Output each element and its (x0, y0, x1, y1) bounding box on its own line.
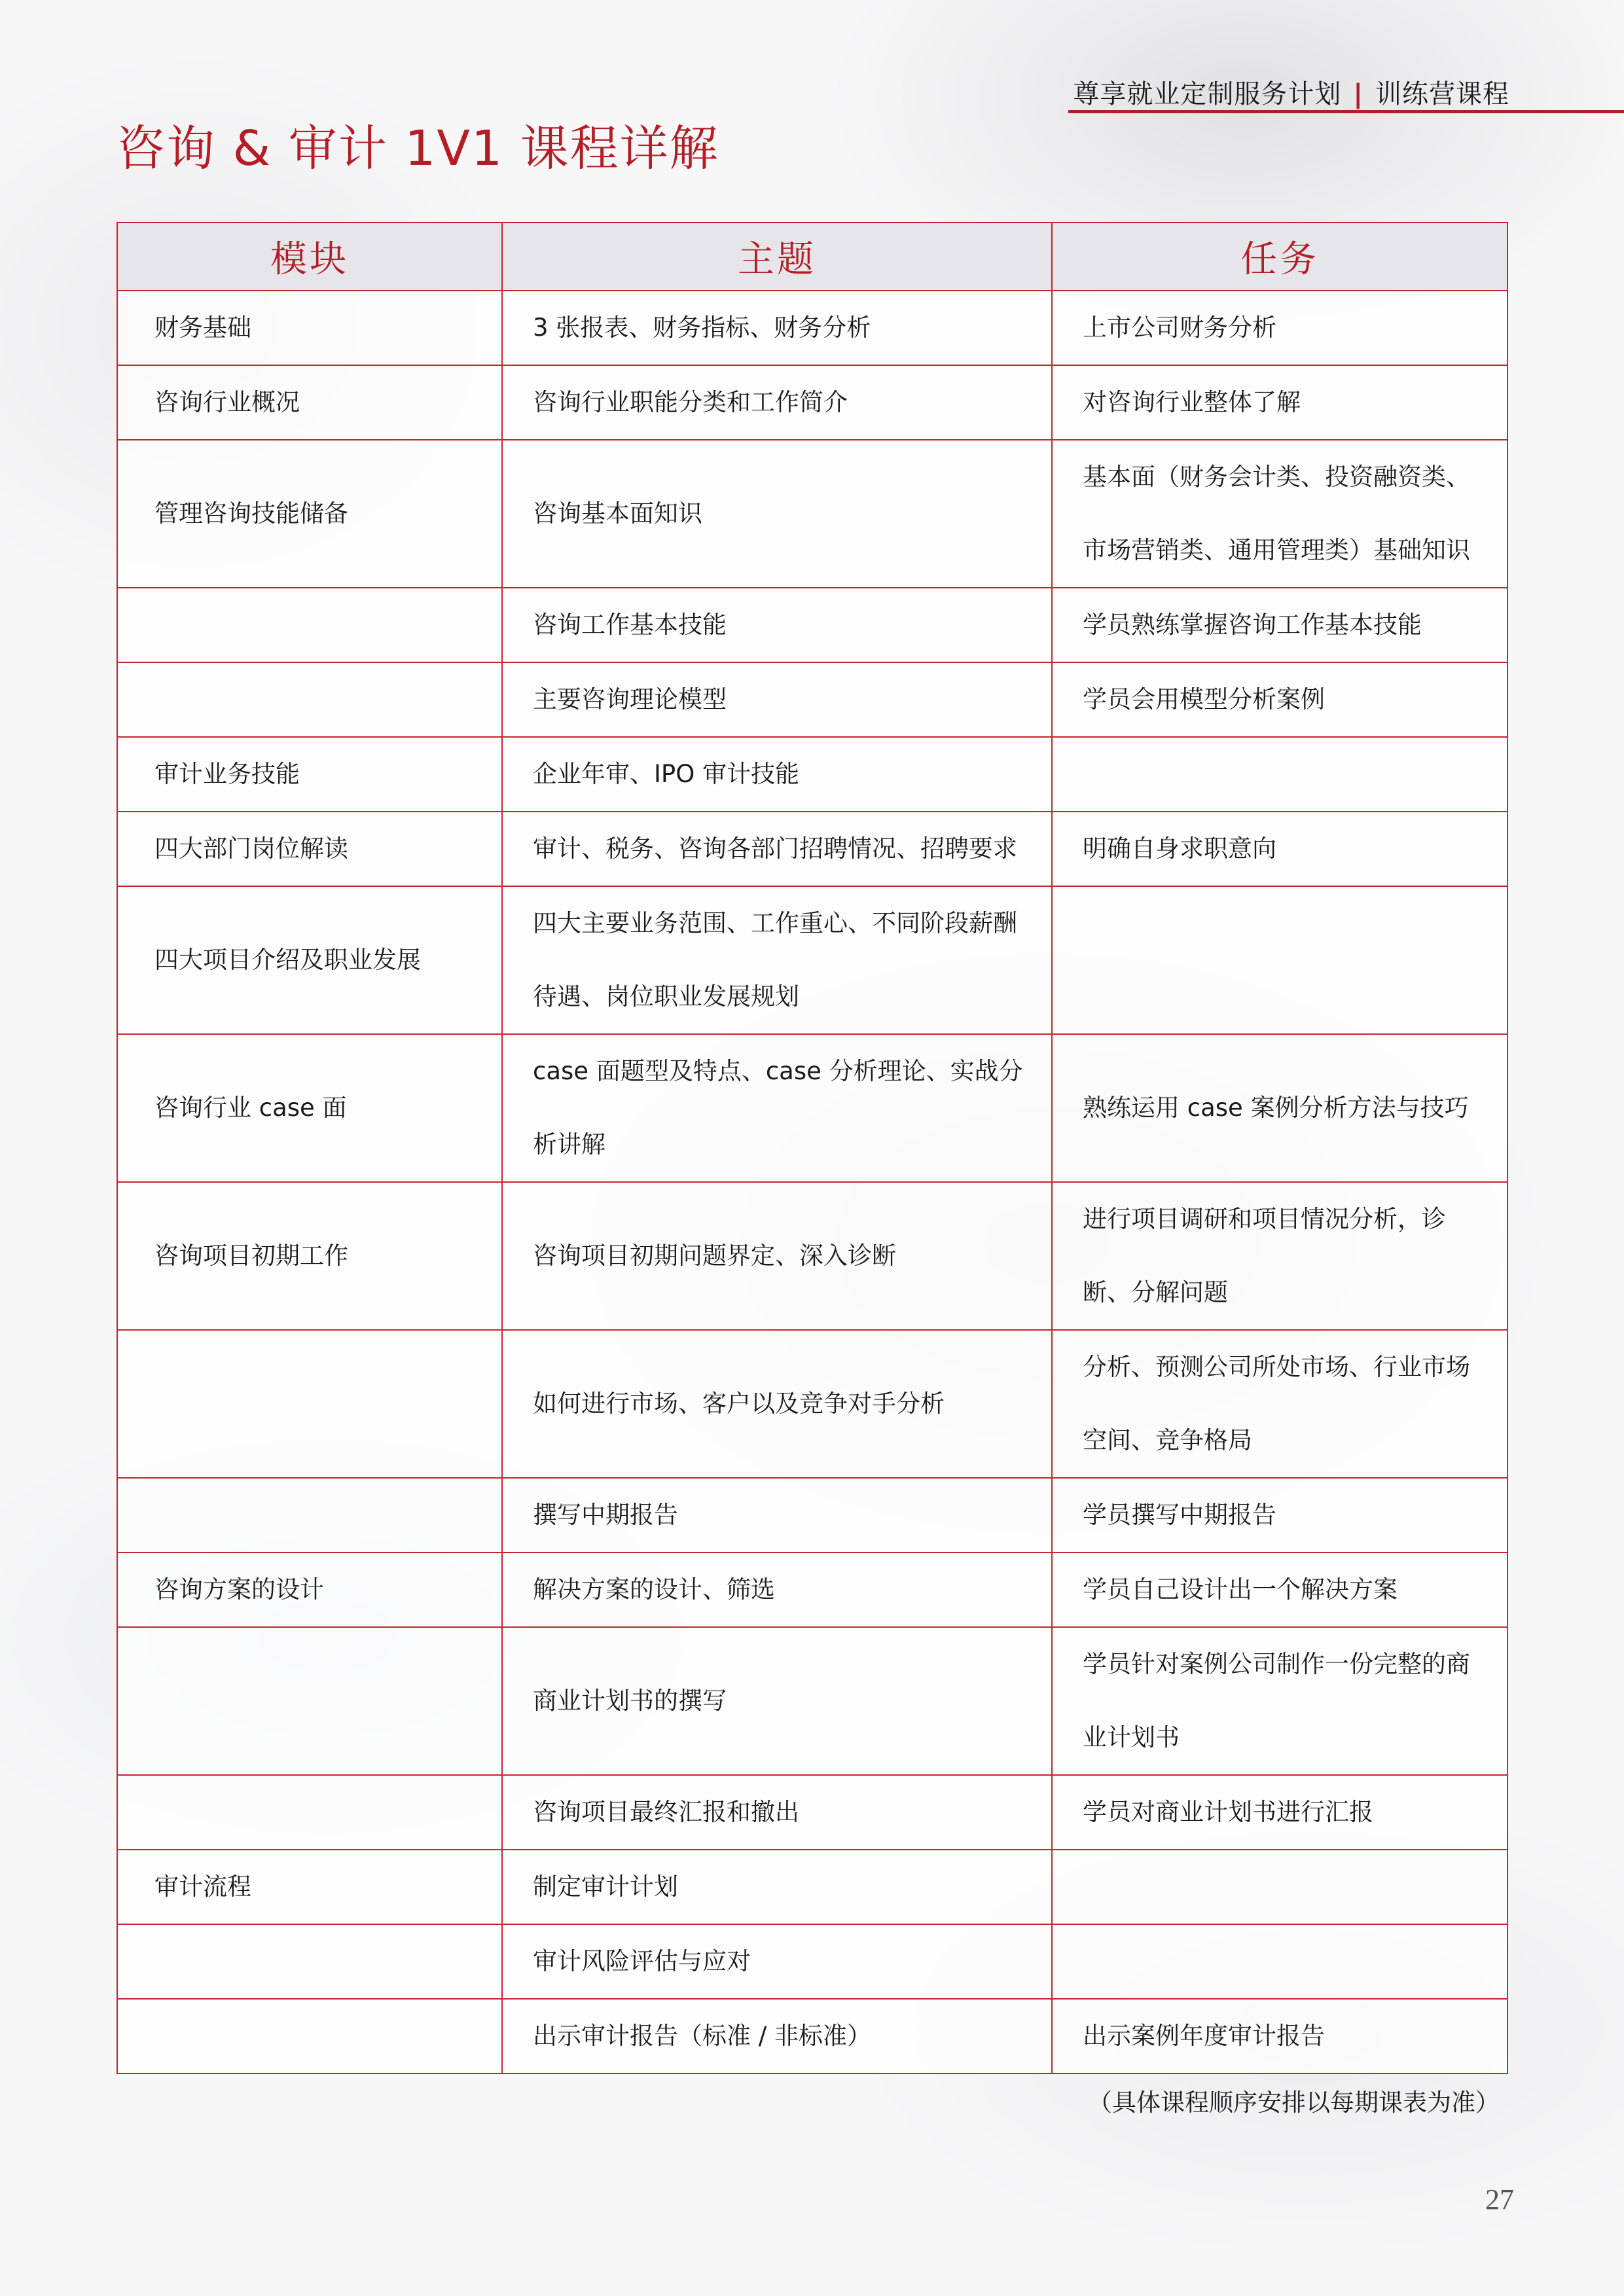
table-row (117, 1627, 1507, 1775)
header-task: 任务 (1052, 223, 1507, 291)
cell-module (117, 662, 502, 737)
table-row (117, 1999, 1507, 2073)
cell-task: 学员对商业计划书进行汇报 (1052, 1775, 1507, 1850)
cell-task: 学员自己设计出一个解决方案 (1052, 1552, 1507, 1627)
cell-task: 对咨询行业整体了解 (1052, 365, 1507, 440)
cell-topic: 咨询基本面知识 (502, 440, 1052, 588)
cell-module (117, 1775, 502, 1850)
cell-module (117, 1478, 502, 1552)
cell-module (117, 1924, 502, 1999)
cell-module: 财务基础 (117, 291, 502, 365)
cell-topic: 咨询工作基本技能 (502, 588, 1052, 662)
cell-task: 分析、预测公司所处市场、行业市场空间、竞争格局 (1052, 1330, 1507, 1478)
section-name: 训练营课程 (1375, 79, 1509, 109)
cell-topic: 3 张报表、财务指标、财务分析 (502, 291, 1052, 365)
table-row (117, 1478, 1507, 1552)
page-title: 咨询 & 审计 1V1 课程详解 (117, 120, 719, 177)
cell-task: 学员熟练掌握咨询工作基本技能 (1052, 588, 1507, 662)
program-name: 尊享就业定制服务计划 (1073, 79, 1342, 109)
cell-module (117, 1627, 502, 1775)
header-module: 模块 (117, 223, 502, 291)
cell-module: 四大部门岗位解读 (117, 812, 502, 886)
table-row (117, 291, 1507, 365)
table-row (117, 365, 1507, 440)
cell-task: 学员撰写中期报告 (1052, 1478, 1507, 1552)
table-header-row (117, 223, 1507, 291)
cell-topic: 审计、税务、咨询各部门招聘情况、招聘要求 (502, 812, 1052, 886)
cell-topic: 审计风险评估与应对 (502, 1924, 1052, 1999)
cell-task: 出示案例年度审计报告 (1052, 1999, 1507, 2073)
table-row (117, 1552, 1507, 1627)
table-row (117, 1034, 1507, 1182)
table-row (117, 662, 1507, 737)
cell-topic: case 面题型及特点、case 分析理论、实战分析讲解 (502, 1034, 1052, 1182)
cell-module (117, 1330, 502, 1478)
table-row (117, 812, 1507, 886)
cell-task (1052, 737, 1507, 812)
table-row (117, 440, 1507, 588)
running-header (1073, 73, 1509, 111)
table-row (117, 1330, 1507, 1478)
cell-module (117, 588, 502, 662)
cell-task (1052, 1850, 1507, 1924)
cell-topic: 如何进行市场、客户以及竞争对手分析 (502, 1330, 1052, 1478)
table-row (117, 1850, 1507, 1924)
cell-topic: 咨询项目最终汇报和撤出 (502, 1775, 1052, 1850)
cell-task: 明确自身求职意向 (1052, 812, 1507, 886)
cell-topic: 咨询项目初期问题界定、深入诊断 (502, 1182, 1052, 1330)
cell-module: 四大项目介绍及职业发展 (117, 886, 502, 1034)
cell-topic: 出示审计报告（标准 / 非标准） (502, 1999, 1052, 2073)
cell-task (1052, 886, 1507, 1034)
schedule-note: （具体课程顺序安排以每期课表为准） (1088, 2089, 1500, 2117)
table-row (117, 1182, 1507, 1330)
cell-module (117, 1999, 502, 2073)
cell-module: 审计流程 (117, 1850, 502, 1924)
table-row (117, 737, 1507, 812)
page-number: 27 (1485, 2183, 1514, 2215)
cell-module: 咨询项目初期工作 (117, 1182, 502, 1330)
cell-module: 管理咨询技能储备 (117, 440, 502, 588)
cell-task: 学员针对案例公司制作一份完整的商业计划书 (1052, 1627, 1507, 1775)
table-row (117, 1775, 1507, 1850)
cell-task: 上市公司财务分析 (1052, 291, 1507, 365)
cell-topic: 咨询行业职能分类和工作简介 (502, 365, 1052, 440)
table-row (117, 1924, 1507, 1999)
table-row (117, 886, 1507, 1034)
cell-topic: 主要咨询理论模型 (502, 662, 1052, 737)
header-rule (1068, 110, 1624, 113)
cell-task (1052, 1924, 1507, 1999)
cell-task: 熟练运用 case 案例分析方法与技巧 (1052, 1034, 1507, 1182)
cell-task: 基本面（财务会计类、投资融资类、市场营销类、通用管理类）基础知识 (1052, 440, 1507, 588)
cell-module: 咨询方案的设计 (117, 1552, 502, 1627)
cell-module: 审计业务技能 (117, 737, 502, 812)
cell-module: 咨询行业 case 面 (117, 1034, 502, 1182)
course-table (117, 222, 1508, 2074)
cell-topic: 撰写中期报告 (502, 1478, 1052, 1552)
header-separator: | (1353, 79, 1363, 109)
header-topic: 主题 (502, 223, 1052, 291)
cell-topic: 解决方案的设计、筛选 (502, 1552, 1052, 1627)
cell-topic: 商业计划书的撰写 (502, 1627, 1052, 1775)
cell-module: 咨询行业概况 (117, 365, 502, 440)
cell-topic: 制定审计计划 (502, 1850, 1052, 1924)
cell-task: 进行项目调研和项目情况分析，诊断、分解问题 (1052, 1182, 1507, 1330)
cell-topic: 企业年审、IPO 审计技能 (502, 737, 1052, 812)
cell-task: 学员会用模型分析案例 (1052, 662, 1507, 737)
table-row (117, 588, 1507, 662)
cell-topic: 四大主要业务范围、工作重心、不同阶段薪酬待遇、岗位职业发展规划 (502, 886, 1052, 1034)
